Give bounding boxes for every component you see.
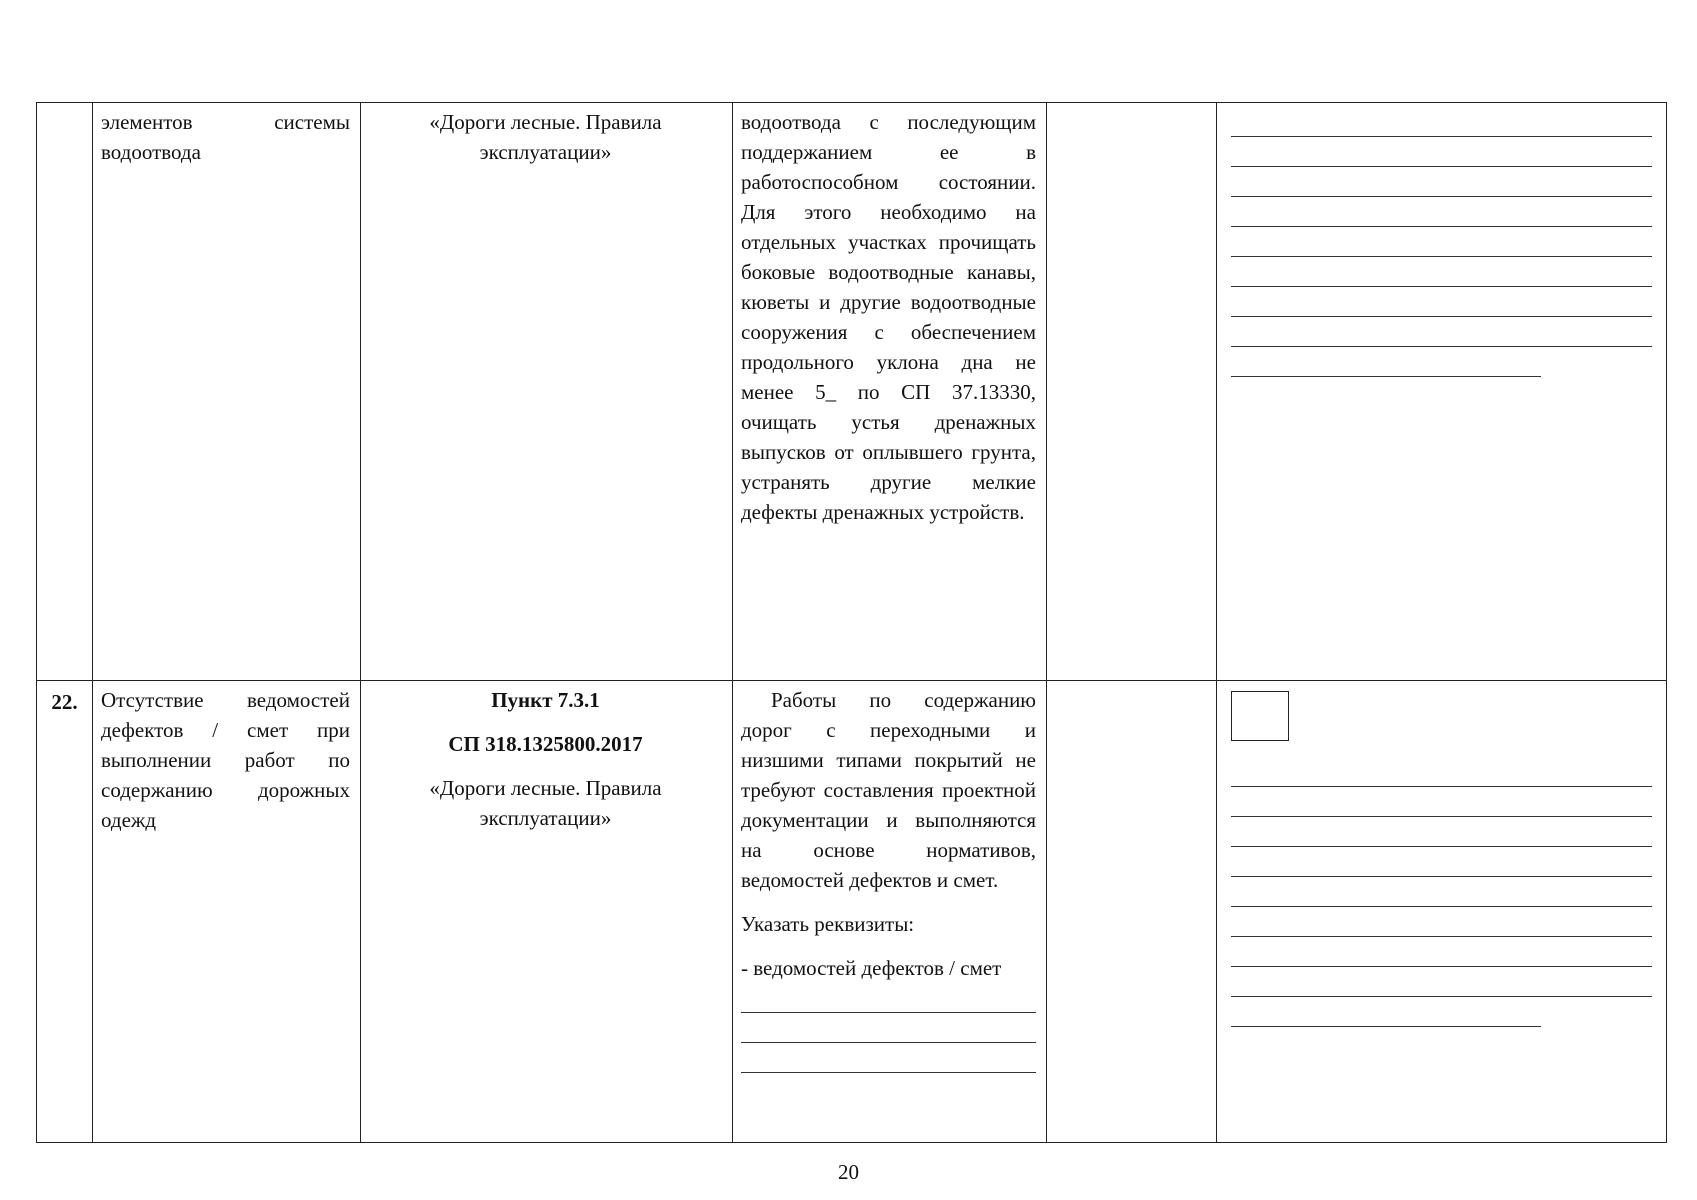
answer-line[interactable] xyxy=(1231,817,1652,847)
requisites-line[interactable] xyxy=(741,1043,1036,1073)
reference-cell xyxy=(361,103,733,681)
answer-line[interactable] xyxy=(1231,757,1652,787)
answer-line[interactable] xyxy=(1231,167,1652,197)
answer-line[interactable] xyxy=(1231,317,1652,347)
row-number-cell xyxy=(37,681,93,1143)
requisites-line[interactable] xyxy=(741,1013,1036,1043)
row-number: 22. xyxy=(51,690,78,714)
requirement-text: водоотвода с последующим поддержанием ее в работоспособном состоянии. Для этого необходимо на отдельных участках прочищать боковые водоотводные канавы, кюветы и другие водоотводные сооружения с обеспечением продольного уклона дна не менее 5_ по СП 37.13330, очищать устья дренажных выпусков от оплывшего грунта, устранять другие мелкие дефекты дренажных устройств. xyxy=(741,110,1036,524)
violation-cell xyxy=(93,681,361,1143)
answer-line[interactable] xyxy=(1231,787,1652,817)
table-row xyxy=(37,103,1667,681)
requirement-cell xyxy=(733,103,1047,681)
table-row xyxy=(37,681,1667,1143)
row-number-cell xyxy=(37,103,93,681)
page-number: 20 xyxy=(838,1160,859,1184)
requisites-item: - ведомостей дефектов / смет xyxy=(741,956,1002,980)
empty-cell xyxy=(1047,681,1217,1143)
reference-code: СП 318.1325800.2017 xyxy=(448,732,643,756)
answer-line[interactable] xyxy=(1231,997,1541,1027)
reference-title: «Дороги лесные. Правила эксплуатации» xyxy=(429,776,662,830)
answer-line[interactable] xyxy=(1231,227,1652,257)
empty-cell xyxy=(1047,103,1217,681)
answer-cell xyxy=(1217,681,1667,1143)
answer-line[interactable] xyxy=(1231,907,1652,937)
answer-line[interactable] xyxy=(1231,847,1652,877)
answer-line[interactable] xyxy=(1231,937,1652,967)
reference-clause: Пункт 7.3.1 xyxy=(491,688,600,712)
answer-line[interactable] xyxy=(1231,137,1652,167)
answer-checkbox[interactable] xyxy=(1231,691,1289,741)
answer-line[interactable] xyxy=(1231,287,1652,317)
answer-line[interactable] xyxy=(1231,877,1652,907)
reference-title: «Дороги лесные. Правила эксплуатации» xyxy=(429,110,662,164)
requirement-cell xyxy=(733,681,1047,1143)
violation-cell xyxy=(93,103,361,681)
answer-line[interactable] xyxy=(1231,257,1652,287)
answer-line[interactable] xyxy=(1231,967,1652,997)
violation-text: Отсутствие ведомостей дефектов / смет при выполнении работ по содержанию дорожных одежд xyxy=(101,688,350,832)
answer-cell xyxy=(1217,103,1667,681)
answer-line[interactable] xyxy=(1231,197,1652,227)
requisites-line[interactable] xyxy=(741,983,1036,1013)
requirement-text: Работы по содержанию дорог с переходными и низшими типами покрытий не требуют составления проектной документации и выполняются на основе нормативов, ведомостей дефектов и смет. xyxy=(741,688,1036,892)
requisites-label: Указать реквизиты: xyxy=(741,912,915,936)
violation-text: элементов системы водоотвода xyxy=(101,110,350,164)
reference-cell xyxy=(361,681,733,1143)
answer-line[interactable] xyxy=(1231,107,1652,137)
answer-line[interactable] xyxy=(1231,347,1541,377)
checklist-table xyxy=(36,102,1667,1143)
